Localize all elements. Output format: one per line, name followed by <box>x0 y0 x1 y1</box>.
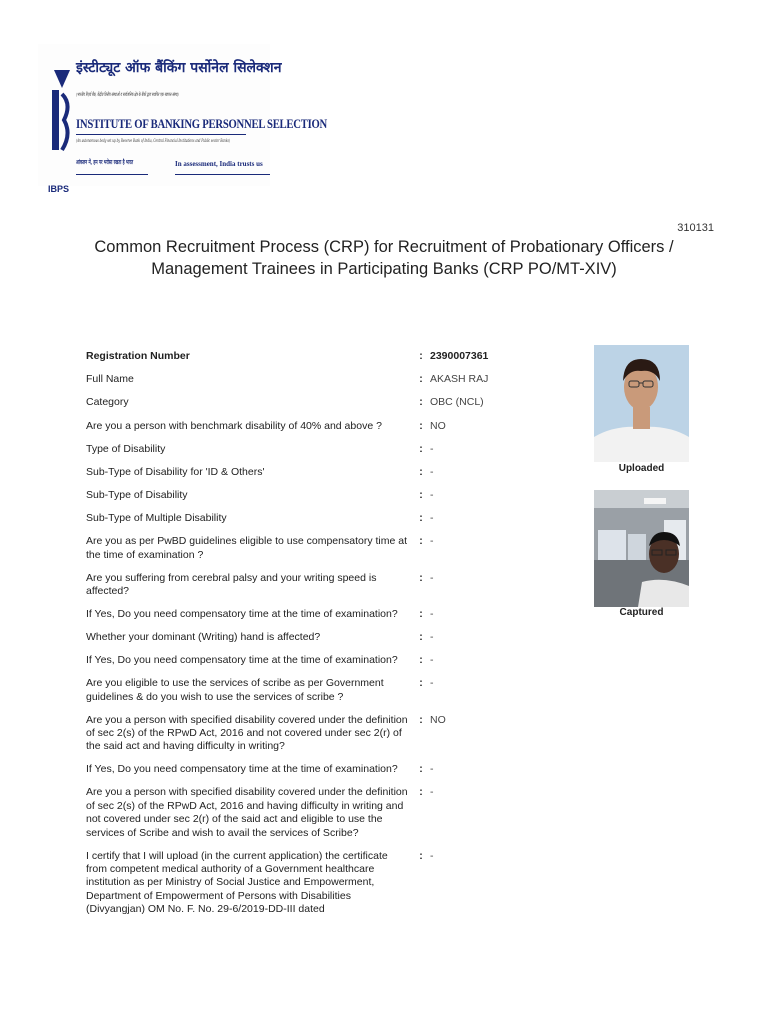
page-title: Common Recruitment Process (CRP) for Recruitment of Probationary Officers / Management Trainees in Participating Banks (CRP PO/MT-XIV) <box>94 238 674 278</box>
detail-row <box>86 535 506 562</box>
detail-value: - <box>430 631 434 644</box>
logo-divider <box>76 174 148 175</box>
detail-separator: : <box>419 442 423 455</box>
detail-separator: : <box>419 608 423 621</box>
detail-label: If Yes, Do you need compensatory time at the time of examination? <box>86 763 398 776</box>
form-code: 310131 <box>677 222 714 234</box>
logo-tagline-english: In assessment, India trusts us <box>175 160 263 168</box>
detail-value: - <box>430 849 434 862</box>
uploaded-photo-image <box>594 345 689 462</box>
detail-label: Sub-Type of Disability <box>86 489 188 502</box>
detail-label: If Yes, Do you need compensatory time at the time of examination? <box>86 654 398 667</box>
detail-value: - <box>430 535 434 548</box>
detail-label: I certify that I will upload (in the current application) the certificate from competent medical authority of a Government healthcare institution as per Ministry of Social Justice and Empowerment, Department of Empowerment of Persons with Disabilities (Divyangjan) OM No. F. No. 29-6/2019-DD-III dated <box>86 849 388 916</box>
detail-value: - <box>430 512 434 525</box>
detail-label: Registration Number <box>86 350 190 362</box>
detail-value: OBC (NCL) <box>430 396 484 409</box>
uploaded-photo <box>594 345 689 462</box>
detail-row <box>86 572 506 599</box>
logo-divider <box>76 134 246 135</box>
detail-label: Are you as per PwBD guidelines eligible to use compensatory time at the time of examination ? <box>86 535 407 561</box>
detail-row <box>86 396 506 409</box>
detail-value: - <box>430 786 434 799</box>
detail-row <box>86 677 506 704</box>
detail-row <box>86 420 506 433</box>
detail-separator: : <box>419 763 423 776</box>
detail-value: 2390007361 <box>430 350 489 362</box>
detail-row <box>86 850 506 917</box>
logo-hindi-subtitle: (भारतीय रिज़र्व बैंक, केंद्रीय वित्तीय संस्थाओं व सार्वजनिक क्षेत्र के बैंकों द्वारा स्थापित एक स्वायत्त संस्था) <box>76 92 179 98</box>
logo-divider <box>175 174 270 175</box>
logo-abbreviation: IBPS <box>48 184 70 194</box>
detail-value: NO <box>430 419 446 432</box>
detail-label: Type of Disability <box>86 442 166 455</box>
detail-value: - <box>430 571 434 584</box>
captured-photo-caption: Captured <box>619 607 664 618</box>
detail-separator: : <box>419 654 423 667</box>
ibps-logo <box>38 44 328 194</box>
detail-label: If Yes, Do you need compensatory time at the time of examination? <box>86 608 398 621</box>
logo-hindi-name: इंस्टीट्यूट ऑफ बैंकिंग पर्सोनेल सिलेक्शन <box>76 60 282 76</box>
detail-value: - <box>430 763 434 776</box>
detail-row <box>86 631 506 644</box>
logo-tagline-hindi: आंकलन में, हम पर भरोसा रखता है भारत <box>76 159 134 166</box>
detail-label: Sub-Type of Multiple Disability <box>86 512 227 525</box>
detail-separator: : <box>419 786 423 799</box>
candidate-details-list <box>86 350 506 917</box>
detail-label: Are you a person with specified disability covered under the definition of sec 2(s) of the RPwD Act, 2016 and having difficulty in writing and not covered under sec 2(r) of the said act and eligible to use the services of Scribe and wish to avail the services of Scribe? <box>86 786 408 839</box>
detail-separator: : <box>419 489 423 502</box>
detail-separator: : <box>419 466 423 479</box>
detail-label: Sub-Type of Disability for 'ID & Others' <box>86 466 265 479</box>
captured-photo-image <box>594 490 689 607</box>
detail-label: Are you a person with specified disability covered under the definition of sec 2(s) of the RPwD Act, 2016 and not covered under sec 2(r) of the said act and having difficulty in writing? <box>86 713 408 753</box>
detail-row <box>86 489 506 502</box>
detail-value: - <box>430 608 434 621</box>
detail-separator: : <box>419 419 423 432</box>
detail-row <box>86 350 506 363</box>
detail-row <box>86 654 506 667</box>
uploaded-photo-caption: Uploaded <box>618 463 665 474</box>
detail-row <box>86 608 506 621</box>
detail-separator: : <box>419 373 423 386</box>
detail-separator: : <box>419 396 423 409</box>
detail-separator: : <box>419 535 423 548</box>
logo-english-subtitle: (An autonomous body set up by Reserve Bank of India, Central Financial Institutions and Public sector Banks) <box>76 138 230 144</box>
detail-row <box>86 786 506 840</box>
detail-separator: : <box>419 571 423 584</box>
detail-separator: : <box>419 350 423 362</box>
detail-separator: : <box>419 677 423 690</box>
detail-label: Are you suffering from cerebral palsy and your writing speed is affected? <box>86 571 377 598</box>
detail-label: Category <box>86 396 129 409</box>
detail-label: Are you eligible to use the services of scribe as per Government guidelines & do you wish to use the services of scribe ? <box>86 677 384 703</box>
detail-row <box>86 512 506 525</box>
detail-label: Whether your dominant (Writing) hand is affected? <box>86 631 321 644</box>
detail-row <box>86 443 506 456</box>
detail-row <box>86 466 506 479</box>
detail-label: Are you a person with benchmark disability of 40% and above ? <box>86 419 382 432</box>
detail-label: Full Name <box>86 373 134 386</box>
detail-row <box>86 763 506 776</box>
detail-value: AKASH RAJ <box>430 373 489 386</box>
detail-value: - <box>430 489 434 502</box>
detail-value: NO <box>430 713 446 726</box>
ibps-emblem-icon <box>50 64 74 182</box>
detail-value: - <box>430 442 434 455</box>
detail-separator: : <box>419 713 423 726</box>
logo-english-name: INSTITUTE OF BANKING PERSONNEL SELECTION <box>76 116 328 131</box>
detail-separator: : <box>419 849 423 862</box>
detail-value: - <box>430 466 434 479</box>
detail-value: - <box>430 677 434 690</box>
detail-separator: : <box>419 512 423 525</box>
captured-photo <box>594 490 689 607</box>
detail-value: - <box>430 654 434 667</box>
detail-row <box>86 714 506 754</box>
detail-row <box>86 373 506 386</box>
detail-separator: : <box>419 631 423 644</box>
